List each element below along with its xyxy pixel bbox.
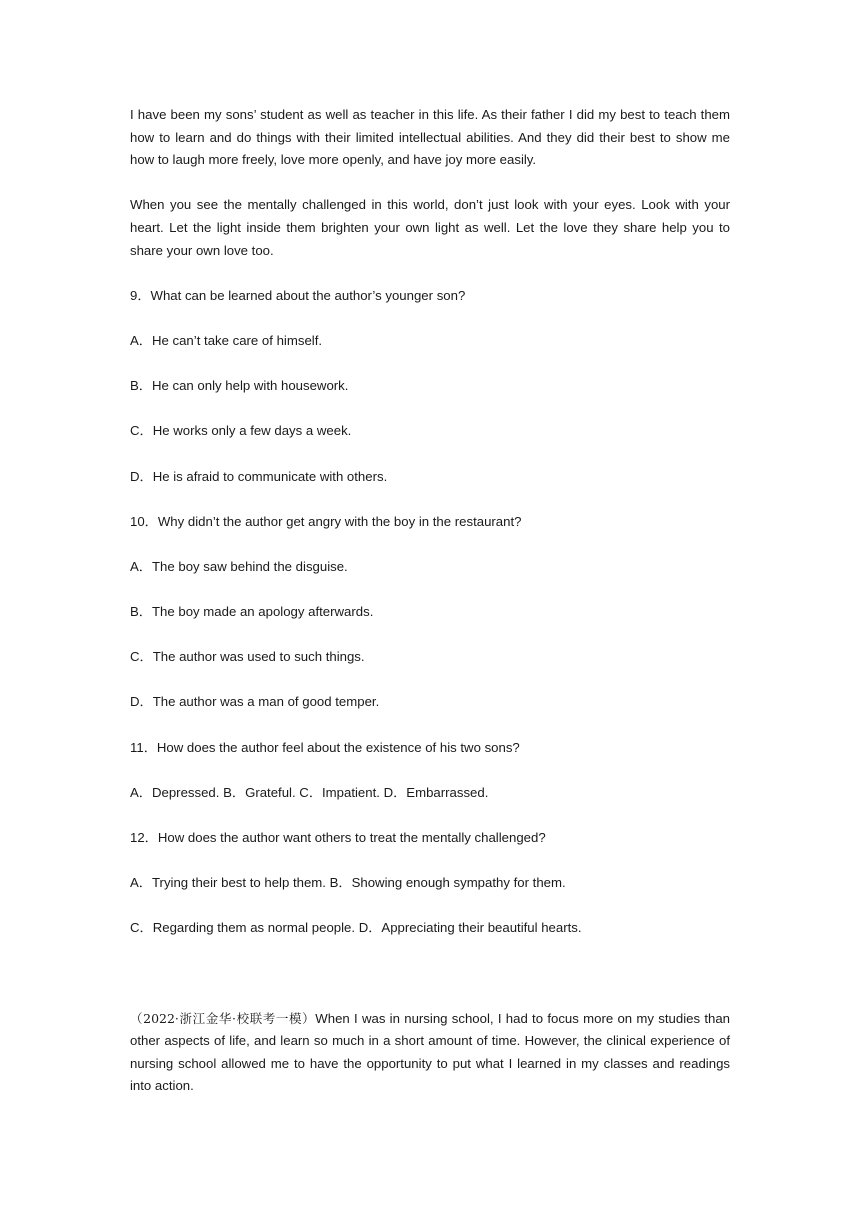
question-9-stem: 9．What can be learned about the author’s younger son? — [130, 287, 466, 303]
spacer — [130, 624, 730, 647]
spacer — [130, 985, 730, 1008]
spacer — [130, 353, 730, 376]
spacer — [130, 172, 730, 195]
passage-source: （2022·浙江金华·校联考一模） — [130, 1010, 316, 1026]
spacer — [130, 895, 730, 918]
question-12-stem: 12．How does the author want others to treat the mentally challenged? — [130, 830, 546, 845]
question-10-stem: 10．Why didn’t the author get angry with the boy in the restaurant? — [130, 513, 522, 529]
question-10-option-a: A．The boy saw behind the disguise. — [130, 558, 348, 574]
question-12-options-line-2: C．Regarding them as normal people. D．Appreciating their beautiful hearts. — [130, 920, 582, 936]
question-9-option-c: C．He works only a few days a week. — [130, 423, 352, 439]
spacer — [130, 669, 730, 692]
question-9-option-b: B．He can only help with housework. — [130, 378, 349, 394]
spacer — [130, 488, 730, 511]
question-12-options-line-1: A．Trying their best to help them. B．Showing enough sympathy for them. — [130, 875, 566, 891]
question-10-option-d: D．The author was a man of good temper. — [130, 694, 380, 710]
spacer — [130, 759, 730, 782]
spacer — [130, 804, 730, 827]
spacer — [130, 714, 730, 737]
spacer — [130, 398, 730, 421]
paragraph-sons-teacher: I have been my sons’ student as well as teacher in this life. As their father I did my best to teach them how to learn and do things with their limited intellectual abilities. And they did their best to show me how to laugh more freely, love more openly, and have joy more easily. — [130, 107, 730, 168]
spacer — [130, 533, 730, 556]
spacer — [130, 443, 730, 466]
question-9-option-d: D．He is afraid to communicate with others. — [130, 468, 388, 484]
question-11-options: A．Depressed. B．Grateful. C．Impatient. D．Embarrassed. — [130, 784, 489, 800]
spacer — [130, 578, 730, 601]
question-9-option-a: A．He can’t take care of himself. — [130, 332, 323, 348]
document-page — [130, 104, 730, 1098]
question-10-option-c: C．The author was used to such things. — [130, 649, 365, 665]
passage-text: When I was in nursing school, I had to focus more on my studies than other aspects of life, and learn so much in a short amount of time. However, the clinical experience of nursing school allowed me to have the opportunity to put what I learned in my classes and readings into action. — [130, 1010, 730, 1094]
spacer — [130, 262, 730, 285]
spacer — [130, 307, 730, 330]
question-10-option-b: B．The boy made an apology afterwards. — [130, 604, 374, 620]
question-11-stem: 11．How does the author feel about the existence of his two sons? — [130, 739, 520, 755]
next-passage-paragraph — [130, 1008, 730, 1098]
spacer — [130, 940, 730, 985]
spacer — [130, 850, 730, 873]
paragraph-mentally-challenged: When you see the mentally challenged in this world, don’t just look with your eyes. Look with your heart. Let the light inside them brighten your own light as well. Let the love they share help you to share your own love too. — [130, 197, 730, 258]
